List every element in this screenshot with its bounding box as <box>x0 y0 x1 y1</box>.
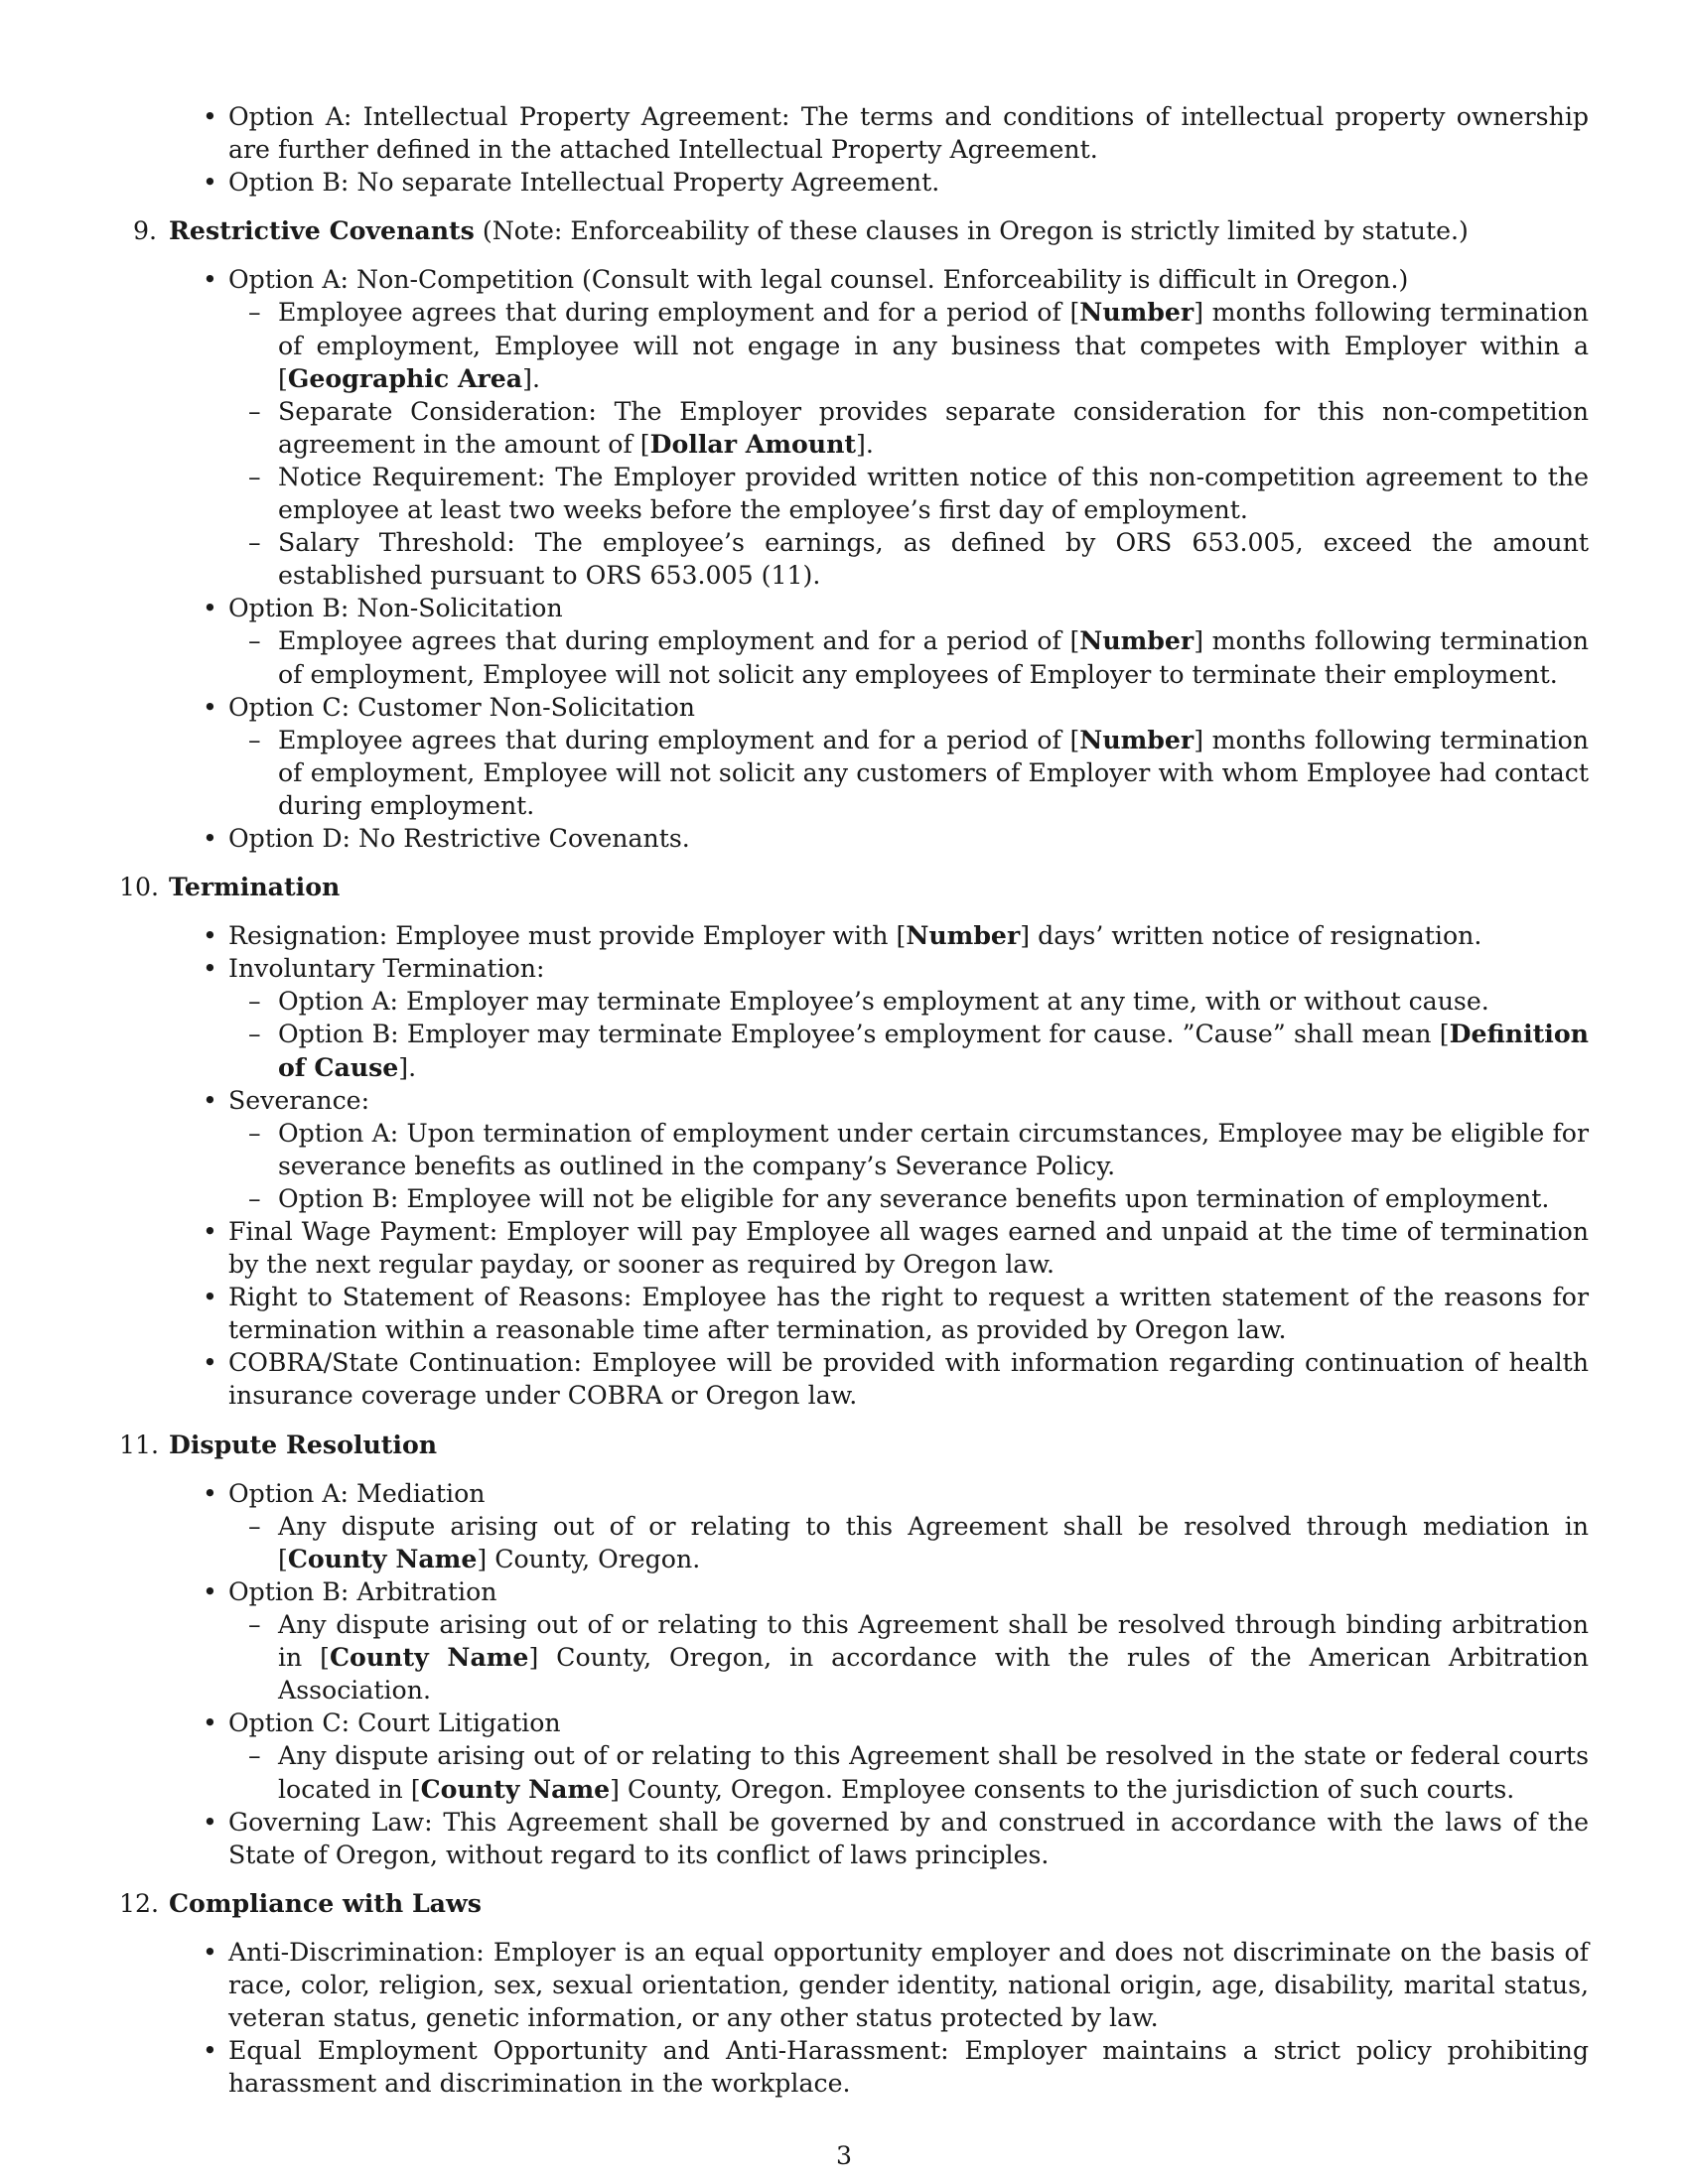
placeholder-field: County Name <box>420 1773 611 1804</box>
section-number: 11. <box>119 1430 160 1459</box>
bullet-item: • Option A: Non-Competition (Consult with legal counsel. Enforceability is difficult in Oregon.) <box>169 263 1589 296</box>
bullet-item: • Anti-Discrimination: Employer is an equal opportunity employer and does not discriminate on the basis of race, color, religion, sex, sexual orientation, gender identity, national origin, age, disability, marital status, veteran status, genetic information, or any other status protected by law. <box>169 1936 1589 2034</box>
section-title: Dispute Resolution <box>169 1429 438 1459</box>
bullet-item: • Option C: Court Litigation <box>169 1706 1589 1739</box>
section-title: Restrictive Covenants <box>169 215 475 246</box>
section <box>119 1887 1589 2101</box>
bullet-item: • Severance: <box>169 1084 1589 1117</box>
sub-bullet-item: – Any dispute arising out of or relating to this Agreement shall be resolved through binding arbitration in [County Name] County, Oregon, in accordance with the rules of the American Arbitration Association. <box>169 1608 1589 1706</box>
bullet-item: • Final Wage Payment: Employer will pay Employee all wages earned and unpaid at the time of termination by the next regular payday, or sooner as required by Oregon law. <box>169 1215 1589 1281</box>
bullet-item: • Equal Employment Opportunity and Anti-Harassment: Employer maintains a strict policy prohibiting harassment and discrimination in the workplace. <box>169 2034 1589 2100</box>
bullet-list <box>169 1477 1589 1871</box>
section-heading <box>169 214 1589 247</box>
section-note: (Note: Enforceability of these clauses in Oregon is strictly limited by statute.) <box>474 216 1469 246</box>
bullet-item: • Option C: Customer Non-Solicitation <box>169 691 1589 724</box>
section-heading <box>169 871 1589 903</box>
sub-bullet-item: – Any dispute arising out of or relating to this Agreement shall be resolved in the state or federal courts located in [County Name] County, Oregon. Employee consents to the jurisdiction of such courts. <box>169 1739 1589 1805</box>
section <box>119 871 1589 1413</box>
document-body <box>119 100 1589 2100</box>
section-number: 10. <box>119 873 160 902</box>
placeholder-field: County Name <box>330 1642 529 1673</box>
bullet-list <box>169 919 1589 1412</box>
sub-bullet-item: – Option B: Employer may terminate Employee’s employment for cause. ”Cause” shall mean [Definition of Cause]. <box>169 1018 1589 1083</box>
placeholder-field: Geographic Area <box>287 362 523 393</box>
section-title: Termination <box>169 872 341 902</box>
placeholder-field: County Name <box>287 1543 478 1573</box>
sub-bullet-item: – Employee agrees that during employment and for a period of [Number] months following termination of employment, Employee will not solicit any employees of Employer to terminate their employment. <box>169 624 1589 690</box>
sub-bullet-item: – Employee agrees that during employment and for a period of [Number] months following termination of employment, Employee will not solicit any customers of Employer with whom Employee had contact during employment. <box>169 724 1589 822</box>
bullet-item: • Governing Law: This Agreement shall be governed by and construed in accordance with the laws of the State of Oregon, without regard to its conflict of laws principles. <box>169 1806 1589 1871</box>
sub-bullet-item: – Option B: Employee will not be eligible for any severance benefits upon termination of employment. <box>169 1182 1589 1215</box>
bullet-list <box>169 1936 1589 2100</box>
bullet-item: • Option B: No separate Intellectual Property Agreement. <box>169 166 1589 199</box>
bullet-list <box>169 263 1589 855</box>
bullet-item: • Option B: Arbitration <box>169 1575 1589 1608</box>
bullet-item: • Option A: Intellectual Property Agreement: The terms and conditions of intellectual property ownership are further defined in the attached Intellectual Property Agreement. <box>169 100 1589 166</box>
page-number: 3 <box>835 2141 853 2170</box>
sub-bullet-item: – Any dispute arising out of or relating to this Agreement shall be resolved through mediation in [County Name] County, Oregon. <box>169 1510 1589 1575</box>
placeholder-field: Number <box>906 920 1021 951</box>
section-heading <box>169 1887 1589 1920</box>
bullet-item: • Resignation: Employee must provide Employer with [Number] days’ written notice of resignation. <box>169 919 1589 952</box>
sub-bullet-item: – Option A: Employer may terminate Employee’s employment at any time, with or without cause. <box>169 985 1589 1018</box>
section-number: 9. <box>132 216 157 246</box>
placeholder-field: Number <box>1079 625 1195 656</box>
sub-bullet-item: – Employee agrees that during employment and for a period of [Number] months following termination of employment, Employee will not engage in any business that competes with Employer within a [Geographic Area]. <box>169 296 1589 394</box>
section-title: Compliance with Laws <box>169 1887 482 1918</box>
placeholder-field: Number <box>1079 297 1195 328</box>
bullet-item: • COBRA/State Continuation: Employee will be provided with information regarding continuation of health insurance coverage under COBRA or Oregon law. <box>169 1346 1589 1412</box>
section <box>119 1429 1589 1871</box>
sub-bullet-item: – Option A: Upon termination of employment under certain circumstances, Employee may be eligible for severance benefits as outlined in the company’s Severance Policy. <box>169 1117 1589 1182</box>
section-heading <box>169 1429 1589 1461</box>
section-number: 12. <box>119 1888 160 1918</box>
bullet-item: • Option A: Mediation <box>169 1477 1589 1510</box>
placeholder-field: Dollar Amount <box>649 428 857 459</box>
placeholder-field: Number <box>1079 724 1195 754</box>
bullet-item: • Right to Statement of Reasons: Employee has the right to request a written statement of the reasons for termination within a reasonable time after termination, as provided by Oregon law. <box>169 1281 1589 1346</box>
bullet-list <box>169 100 1589 199</box>
continued-options <box>119 100 1589 199</box>
sub-bullet-item: – Salary Threshold: The employee’s earnings, as defined by ORS 653.005, exceed the amount established pursuant to ORS 653.005 (11). <box>169 526 1589 592</box>
sub-bullet-item: – Notice Requirement: The Employer provided written notice of this non-competition agreement to the employee at least two weeks before the employee’s first day of employment. <box>169 461 1589 526</box>
placeholder-field: Definition of Cause <box>278 1019 1589 1082</box>
sub-bullet-item: – Separate Consideration: The Employer provides separate consideration for this non-competition agreement in the amount of [Dollar Amount]. <box>169 395 1589 461</box>
bullet-item: • Involuntary Termination: <box>169 952 1589 985</box>
section <box>119 214 1589 855</box>
bullet-item: • Option B: Non-Solicitation <box>169 592 1589 624</box>
bullet-item: • Option D: No Restrictive Covenants. <box>169 822 1589 855</box>
